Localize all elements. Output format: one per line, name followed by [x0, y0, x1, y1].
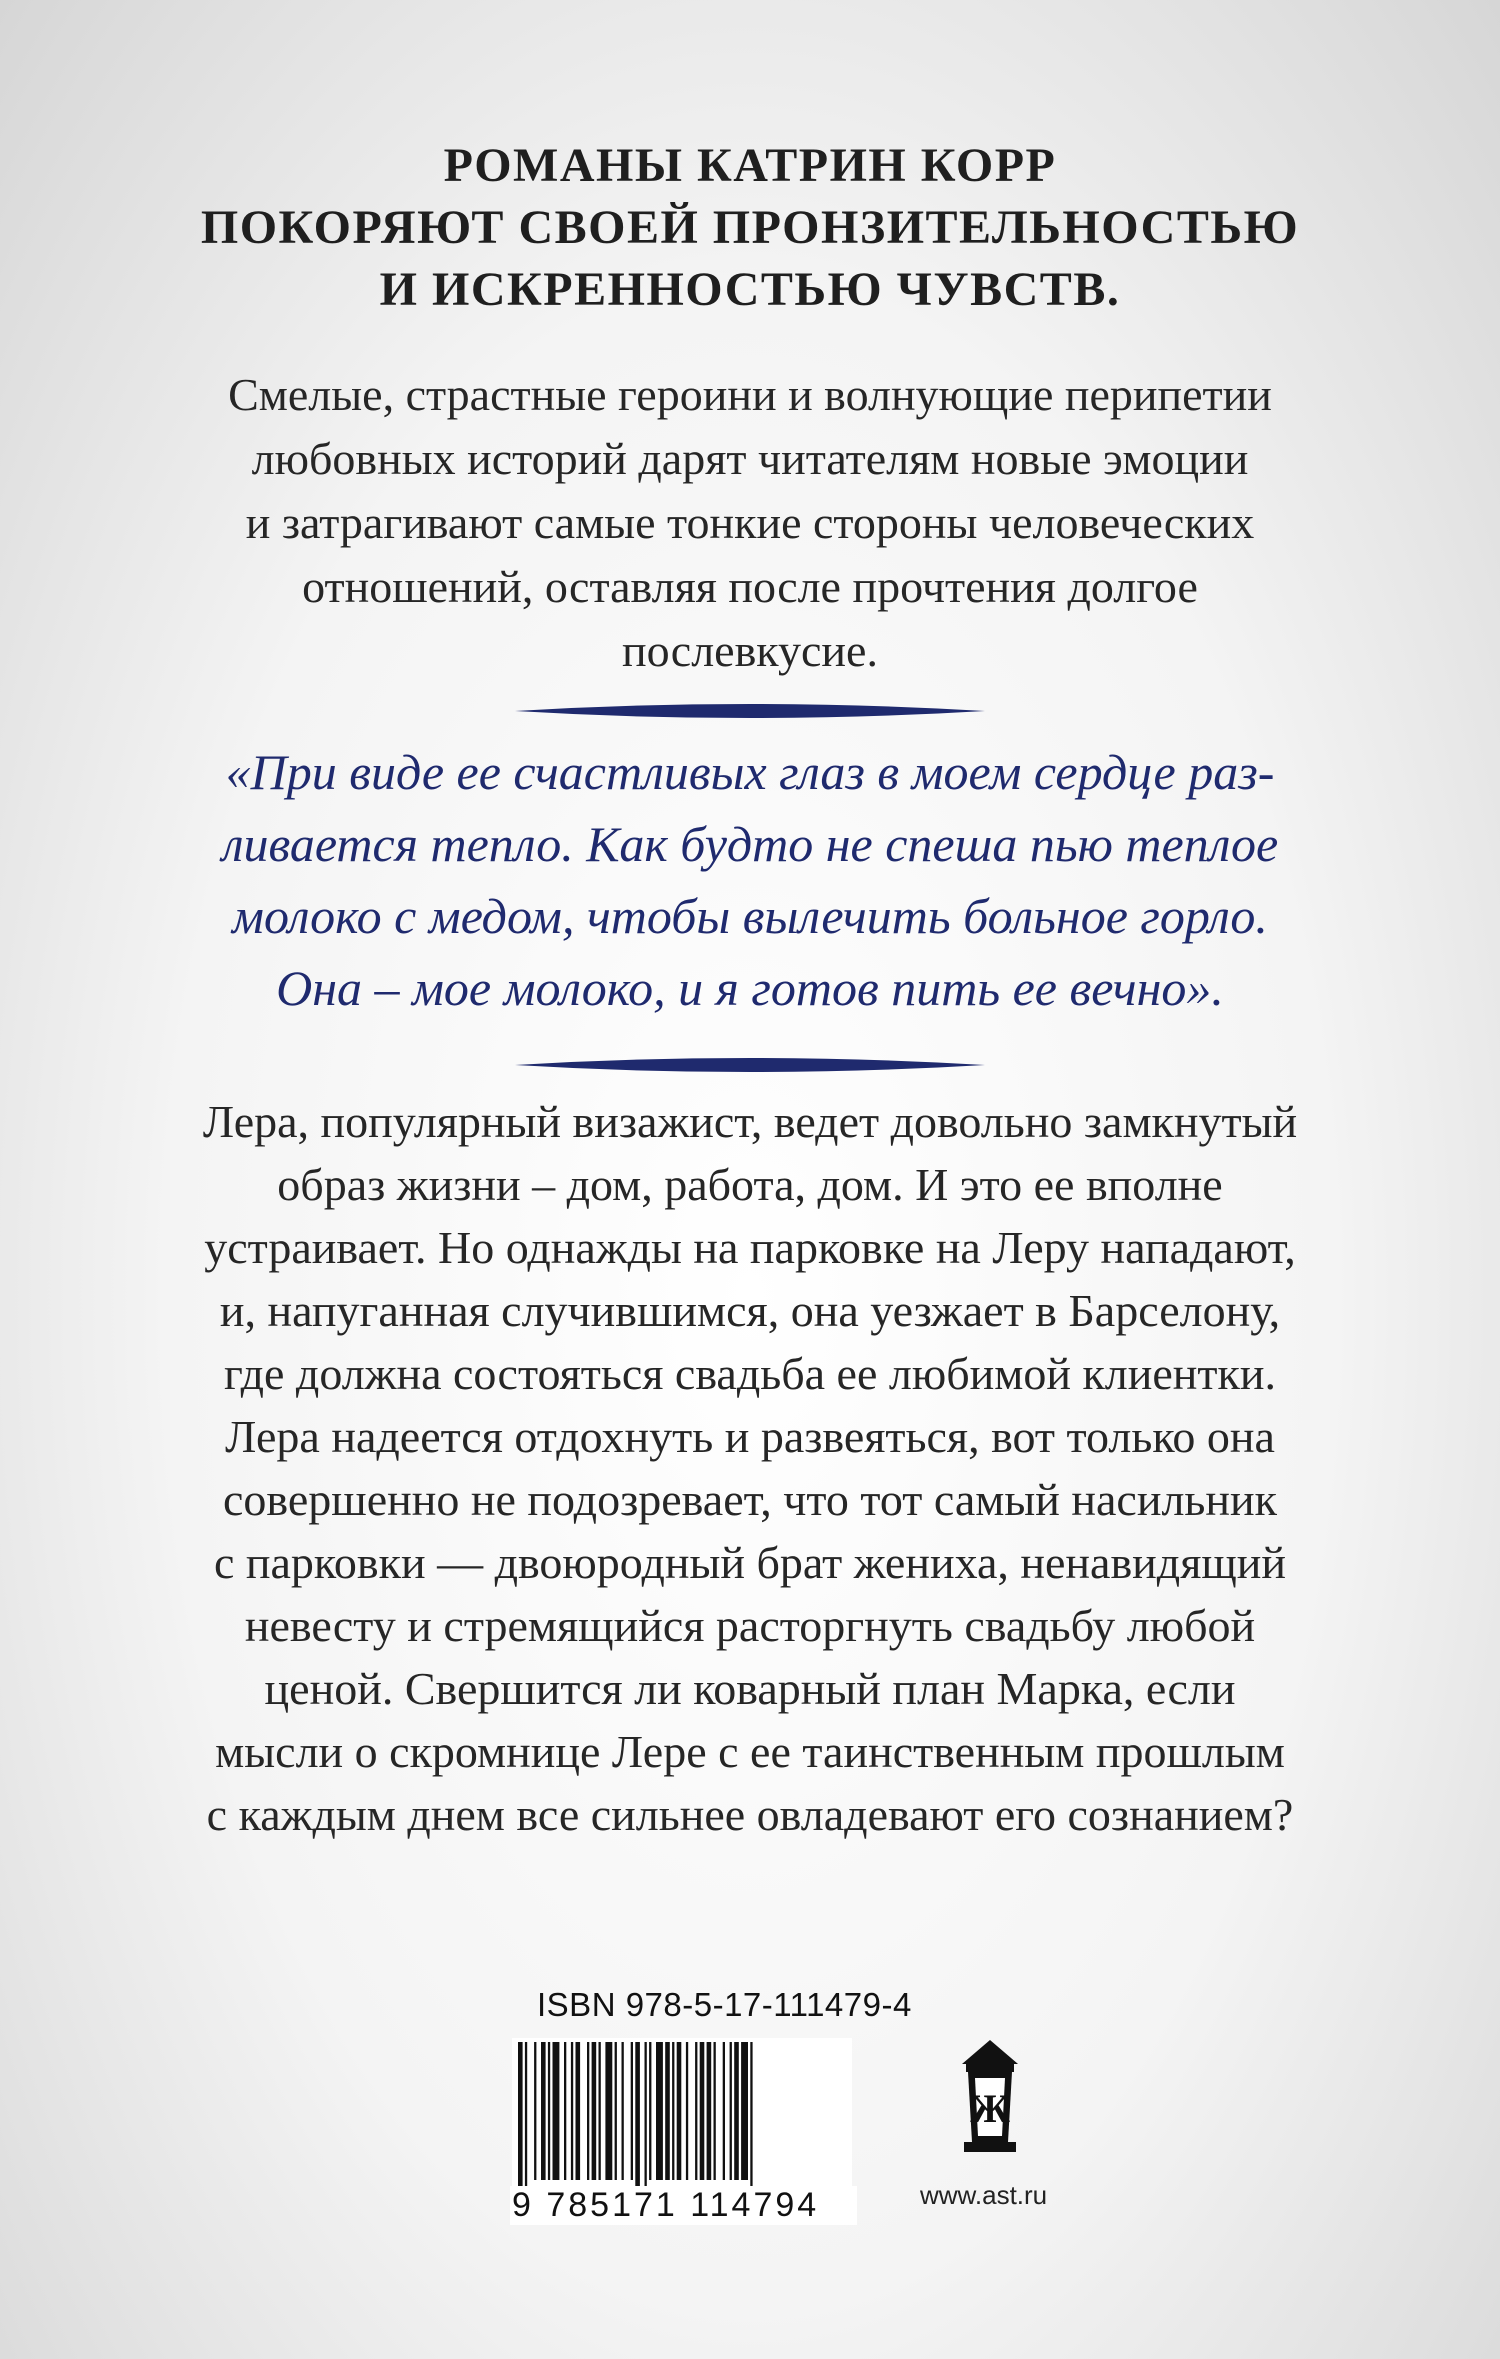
lantern-logo-icon — [960, 2038, 1020, 2158]
barcode-bar — [672, 2042, 674, 2180]
intro-line: Смелые, страстные героини и волнующие перипетии — [228, 369, 1272, 420]
synopsis-line: с каждым днем все сильнее овладевают его сознанием? — [206, 1789, 1294, 1840]
barcode-bar — [571, 2042, 573, 2180]
barcode-bar — [576, 2042, 581, 2180]
barcode-bar — [599, 2042, 601, 2180]
barcode-bar — [605, 2042, 612, 2180]
headline-line: РОМАНЫ КАТРИН КОРР — [443, 139, 1057, 192]
synopsis-line: где должна состояться свадьба ее любимой клиентки. — [224, 1348, 1276, 1399]
barcode-bar — [734, 2042, 739, 2180]
barcode-bar — [564, 2042, 566, 2180]
barcode-bar — [714, 2042, 716, 2180]
quote-line: ливается тепло. Как будто не спеша пью теплое — [221, 816, 1279, 872]
barcode-bar — [534, 2042, 536, 2180]
synopsis-line: и, напуганная случившимся, она уезжает в Барселону, — [219, 1285, 1281, 1336]
intro-paragraph — [90, 363, 1410, 683]
barcode — [512, 2038, 852, 2198]
barcode-bar — [631, 2042, 633, 2180]
headline-line: ПОКОРЯЮТ СВОЕЙ ПРОНЗИТЕЛЬНОСТЬЮ — [200, 201, 1300, 254]
quote-line: Она – мое молоко, и я готов пить ее вечно». — [276, 960, 1224, 1016]
synopsis-line: с парковки — двоюродный брат жениха, ненавидящий — [213, 1537, 1287, 1588]
barcode-bar — [635, 2042, 640, 2198]
publisher-website: www.ast.ru — [920, 2180, 1048, 2210]
barcode-bar — [548, 2042, 550, 2180]
top-divider — [515, 700, 985, 722]
barcode-bar — [615, 2042, 617, 2180]
headline-line: И ИСКРЕННОСТЬЮ ЧУВСТВ. — [379, 263, 1121, 316]
synopsis-line: совершенно не подозревает, что тот самый насильник — [222, 1474, 1277, 1525]
headline — [100, 135, 1400, 321]
bottom-divider — [515, 1054, 985, 1076]
barcode-bar — [649, 2042, 651, 2180]
barcode-bar — [587, 2042, 589, 2180]
quote — [90, 736, 1410, 1024]
synopsis-line: ценой. Свершится ли коварный план Марка, если — [264, 1663, 1236, 1714]
barcode-bar — [686, 2042, 688, 2180]
synopsis-line: образ жизни – дом, работа, дом. И это ее вполне — [277, 1159, 1223, 1210]
barcode-bar — [695, 2042, 697, 2180]
barcode-bar — [592, 2042, 597, 2180]
quote-line: «При виде ее счастливых глаз в моем сердце раз- — [225, 744, 1275, 800]
barcode-bar — [656, 2042, 663, 2180]
intro-line: послевкусие. — [622, 625, 878, 676]
quote-line: молоко с медом, чтобы вылечить больное горло. — [232, 888, 1268, 944]
synopsis-line: Лера надеется отдохнуть и развеяться, вот только она — [225, 1411, 1275, 1462]
barcode-bar — [707, 2042, 712, 2180]
barcode-bar — [700, 2042, 705, 2180]
barcode-bar — [723, 2042, 725, 2180]
intro-line: любовных историй дарят читателям новые эмоции — [251, 433, 1249, 484]
barcode-bar — [730, 2042, 732, 2180]
barcode-bar — [541, 2042, 546, 2180]
svg-text:Ж: Ж — [970, 2086, 1010, 2131]
synopsis-line: мысли о скромнице Лере с ее таинственным прошлым — [215, 1726, 1285, 1777]
barcode-bar — [645, 2042, 647, 2198]
synopsis — [90, 1090, 1410, 1846]
barcode-bar — [677, 2042, 682, 2180]
intro-line: отношений, оставляя после прочтения долгое — [302, 561, 1198, 612]
barcode-bar — [525, 2042, 527, 2198]
intro-line: и затрагивают самые тонкие стороны человеческих — [245, 497, 1255, 548]
synopsis-line: невесту и стремящийся расторгнуть свадьбу любой — [244, 1600, 1256, 1651]
barcode-bar — [665, 2042, 670, 2180]
barcode-bar — [741, 2042, 748, 2180]
synopsis-line: устраивает. Но однажды на парковке на Леру нападают, — [204, 1222, 1296, 1273]
synopsis-line: Лера, популярный визажист, ведет довольно замкнутый — [202, 1096, 1298, 1147]
isbn-label: ISBN 978-5-17-111479-4 — [537, 1986, 912, 2023]
barcode-bar — [518, 2042, 523, 2198]
barcode-bar — [553, 2042, 560, 2180]
barcode-bar — [750, 2042, 752, 2198]
barcode-digits: 9 785171 114794 — [510, 2186, 857, 2225]
barcode-bar — [622, 2042, 624, 2180]
